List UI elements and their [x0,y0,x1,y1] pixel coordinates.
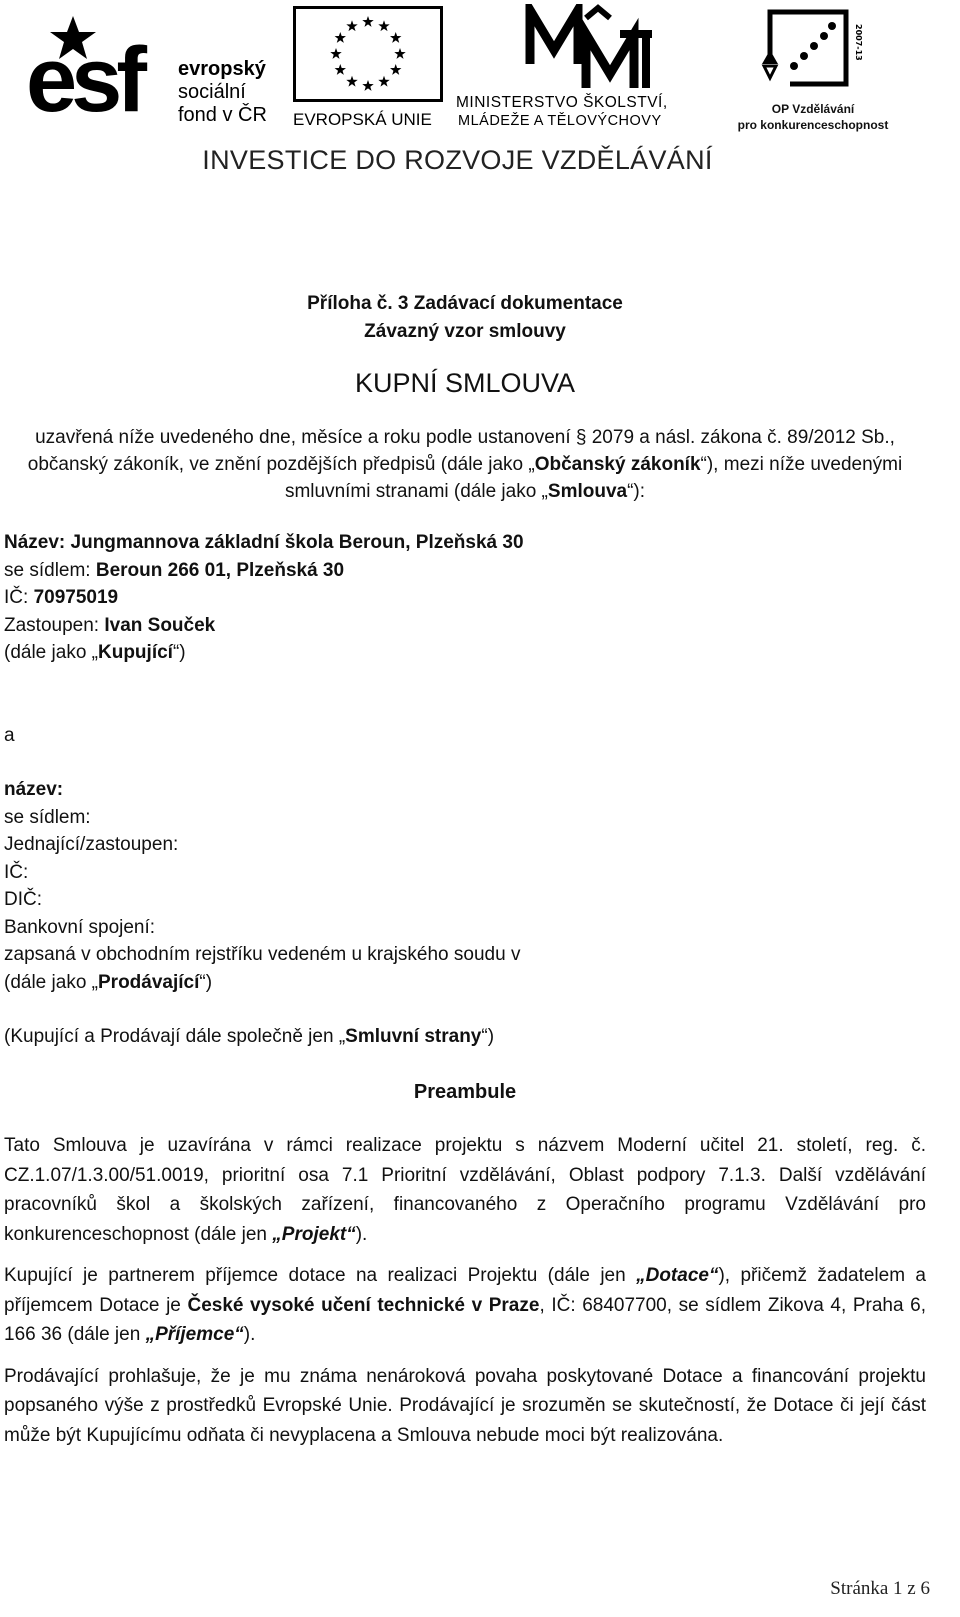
msmt-monogram-icon [524,4,654,92]
template-heading: Závazný vzor smlouvy [364,321,566,342]
eu-star [346,20,357,31]
eu-star [335,32,346,43]
seller-name-label: název: [4,779,64,800]
seller-ic-label: IČ: [4,861,29,883]
buyer-seat [4,557,926,585]
buyer-name-value: Jungmannova základní škola Beroun, Plzeňská 30 [70,532,524,553]
p1-term-project: „Projekt“ [272,1223,356,1245]
buyer-alias-pre: (dále jako „ [4,642,98,663]
msmt-line1: MINISTERSTVO ŠKOLSTVÍ, [456,94,668,111]
eu-star [390,32,401,43]
intro-term-civil-code: Občanský zákoník [534,454,701,475]
eu-logo [293,6,449,134]
buyer-representative [4,612,926,640]
buyer-name [4,529,926,557]
esf-line1: evropský [178,58,266,80]
eu-star [362,16,373,27]
seller-bank-label: Bankovní spojení: [4,916,156,938]
seller-alias-pre: (dále jako „ [4,971,98,993]
eu-star [335,64,346,75]
page-number: Stránka 1 z 6 [830,1578,930,1599]
intro-text-2: “), mezi níže uvedenými smluvními stranami (dále jako „ [284,454,903,502]
esf-letters: esf [26,29,141,131]
msmt-logo [456,4,718,134]
eu-star [378,20,389,31]
parties-alias-term: Smluvní strany [345,1026,482,1047]
seller-alias-term: Prodávající [98,971,200,993]
p1-text-2: ). [355,1223,368,1245]
eu-star [346,76,357,87]
attachment-heading: Příloha č. 3 Zadávací dokumentace [307,293,623,314]
intro-text-1: uzavřená níže uvedeného dne, měsíce a roku podle ustanovení § 2079 a násl. zákona č. 89/2012 Sb., občanský zákoník, ve znění pozdějších předpisů (dále jako „ [27,427,895,475]
document-title: KUPNÍ SMLOUVA [354,368,576,398]
buyer-rep-value: Ivan Souček [104,614,216,636]
p2-text-2: ), přičemž žadatelem a příjemcem Dotace je [4,1265,927,1316]
esf-line2: sociální [178,81,246,103]
eu-star [362,80,373,91]
esf-logo [26,14,286,132]
intro-text-3: “): [627,481,646,502]
p2-text-1: Kupující je partnerem příjemce dotace na realizaci Projektu (dále jen [4,1265,637,1286]
seller-dic-label: DIČ: [4,889,42,910]
esf-wordmark [178,58,267,127]
eu-star [390,64,401,75]
p1-text-1: Tato Smlouva je uzavírána v rámci realizace projektu s názvem Moderní učitel 21. století, reg. č. CZ.1.07/1.3.00/51.0019, prioritní osa 7.1 Prioritní vzdělávání, Oblast podpory 7.1.3. Další vzdělávání pracovníků škol a školských zařízení, financovaného z Operačního programu Vzdělávání pro konkurenceschopnost (dále jen [4,1135,926,1245]
buyer-ic-label: IČ: [4,587,34,608]
p2-term-recipient: „Příjemce“ [145,1324,244,1345]
buyer-alias [4,639,926,667]
buyer-ic-value: 70975019 [33,587,119,608]
preamble-paragraph-2 [4,1261,926,1350]
op-line2: pro konkurenceschopnost [737,118,889,132]
p2-text-4: ). [243,1324,256,1345]
eu-star [330,48,341,59]
esf-line3: fond v ČR [178,104,267,126]
eu-flag-icon [293,6,443,102]
intro-paragraph [4,424,926,505]
p2-term-cvut: České vysoké učení technické v Praze [187,1294,540,1316]
buyer-name-label: Název: [4,532,71,553]
intro-term-contract: Smlouva [547,481,628,502]
buyer-seat-value: Beroun 266 01, Plzeňská 30 [95,559,345,581]
parties-alias-pre: (Kupující a Prodávají dále společně jen „ [4,1026,346,1047]
buyer-ic [4,584,926,612]
seller-block [4,776,926,996]
tagline: INVESTICE DO ROZVOJE VZDĚLÁVÁNÍ [202,145,713,175]
seller-register: zapsaná v obchodním rejstříku vedeném u krajského soudu v [4,944,521,965]
op-logo [728,4,898,134]
seller-rep-label: Jednající/zastoupen: [4,834,179,855]
buyer-alias-post: “) [172,642,186,663]
msmt-line2: MLÁDEŽE A TĚLOVÝCHOVY [458,113,662,129]
op-arrow-icon [760,4,870,94]
seller-seat-label: se sídlem: [4,806,91,828]
document-body [4,290,926,1450]
preamble-paragraph-3: Prodávající prohlašuje, že je mu známa nenároková povaha poskytované Dotace a financování projektu popsaného výše z prostředků Evropské Unie. Prodávající je srozuměn se skutečností, že Dotace či její část může být Kupujícímu odňata či nevyplacena a Smlouva nebude moci být realizována. [4,1365,926,1446]
seller-alias-post: “) [199,971,213,993]
and-connector: a [4,724,15,746]
logo-header [0,0,960,190]
eu-star [378,76,389,87]
buyer-seat-label: se sídlem: [4,559,96,581]
eu-star [394,48,405,59]
buyer-alias-term: Kupující [98,642,173,663]
p2-term-grant: „Dotace“ [636,1265,719,1286]
buyer-rep-label: Zastoupen: [4,614,105,636]
parties-alias [4,1023,926,1051]
p2-text-3: , IČ: 68407700, se sídlem Zikova 4, Praha 6, 166 36 (dále jen [4,1294,926,1345]
eu-stars-icon [296,9,440,99]
buyer-block [4,529,926,667]
eu-caption: EVROPSKÁ UNIE [293,110,432,129]
seller-alias [4,969,926,997]
op-line1: OP Vzdělávání [771,102,855,116]
parties-alias-post: “) [481,1026,495,1047]
preamble-heading: Preambule [413,1081,517,1103]
preamble-paragraph-1 [4,1131,926,1249]
op-years: 2007-13 [854,24,863,61]
